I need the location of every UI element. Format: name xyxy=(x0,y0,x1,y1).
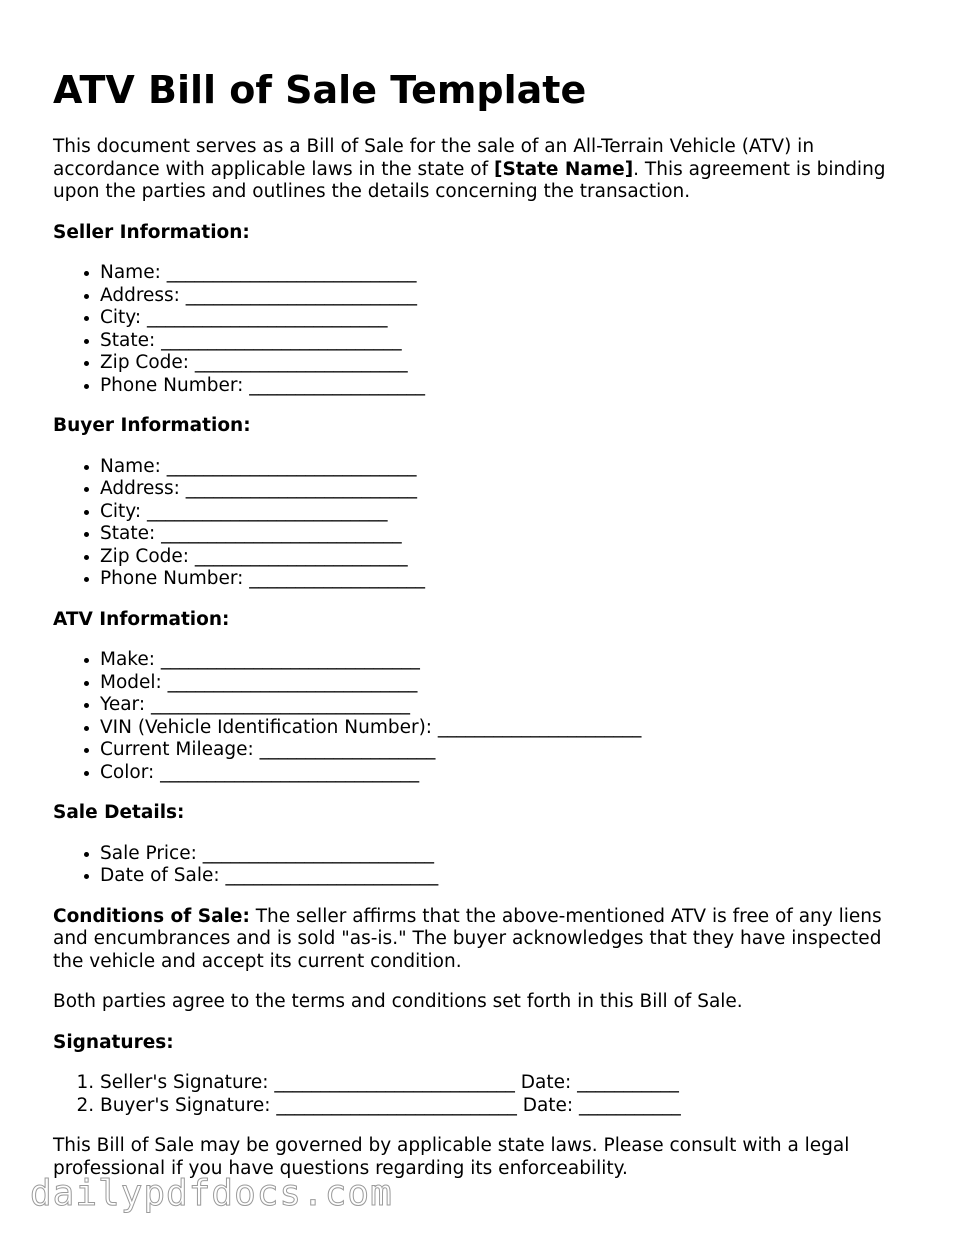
intro-text-2: . This agreement is binding upon the parties and outlines the details concerning the transaction. xyxy=(53,158,886,202)
atv-mileage-field: • Current Mileage: ___________________ xyxy=(100,739,913,762)
seller-signature-line: 1. Seller's Signature: __________________________ Date: ___________ xyxy=(100,1072,913,1095)
buyer-address-field: • Address: _________________________ xyxy=(100,478,913,501)
buyer-city-field: • City: __________________________ xyxy=(100,501,913,524)
seller-zip-field: • Zip Code: _______________________ xyxy=(100,352,913,375)
seller-fields-list xyxy=(53,262,913,397)
document-title: ATV Bill of Sale Template xyxy=(53,68,587,112)
conditions-text: The seller affirms that the above-mentioned ATV is free of any liens and encumbrances and is sold "as-is." The buyer acknowledges that they have inspected the vehicle and accept its current condition. xyxy=(53,905,882,972)
conditions-label: Conditions of Sale: xyxy=(53,905,250,927)
seller-address-field: • Address: _________________________ xyxy=(100,285,913,308)
watermark-logo: dailypdfdocs.com xyxy=(30,1173,393,1214)
seller-phone-field: • Phone Number: ___________________ xyxy=(100,375,913,398)
atv-year-field: • Year: ____________________________ xyxy=(100,694,913,717)
atv-vin-field: • VIN (Vehicle Identification Number): ______________________ xyxy=(100,717,913,740)
sale-heading: Sale Details: xyxy=(53,802,185,823)
buyer-state-field: • State: __________________________ xyxy=(100,523,913,546)
buyer-phone-field: • Phone Number: ___________________ xyxy=(100,568,913,591)
buyer-zip-field: • Zip Code: _______________________ xyxy=(100,546,913,569)
buyer-heading: Buyer Information: xyxy=(53,415,251,436)
state-name-placeholder: [State Name] xyxy=(493,158,634,180)
signatures-heading: Signatures: xyxy=(53,1031,174,1053)
seller-city-field: • City: __________________________ xyxy=(100,307,913,330)
footer-note: This Bill of Sale may be governed by applicable state laws. Please consult with a legal professional if you have questions regarding its enforceability. xyxy=(53,1135,850,1179)
sale-fields-list xyxy=(53,843,913,888)
sale-date-field: • Date of Sale: _______________________ xyxy=(100,865,913,888)
signatures-list xyxy=(53,1072,913,1117)
atv-model-field: • Model: ___________________________ xyxy=(100,672,913,695)
atv-make-field: • Make: ____________________________ xyxy=(100,649,913,672)
document-page xyxy=(53,62,913,1180)
buyer-fields-list xyxy=(53,456,913,591)
agreement-paragraph: Both parties agree to the terms and conditions set forth in this Bill of Sale. xyxy=(53,991,743,1012)
seller-state-field: • State: __________________________ xyxy=(100,330,913,353)
sale-price-field: • Sale Price: _________________________ xyxy=(100,843,913,866)
buyer-signature-line: 2. Buyer's Signature: __________________________ Date: ___________ xyxy=(100,1095,913,1118)
conditions-paragraph xyxy=(53,906,913,974)
atv-heading: ATV Information: xyxy=(53,608,230,630)
seller-name-field: • Name: ___________________________ xyxy=(100,262,913,285)
buyer-name-field: • Name: ___________________________ xyxy=(100,456,913,479)
intro-paragraph xyxy=(53,136,913,204)
seller-heading: Seller Information: xyxy=(53,221,250,243)
atv-fields-list xyxy=(53,649,913,784)
intro-text-1: This document serves as a Bill of Sale for the sale of an All-Terrain Vehicle (ATV) in accordance with applicable laws in the state of xyxy=(53,136,815,180)
atv-color-field: • Color: ____________________________ xyxy=(100,762,913,785)
